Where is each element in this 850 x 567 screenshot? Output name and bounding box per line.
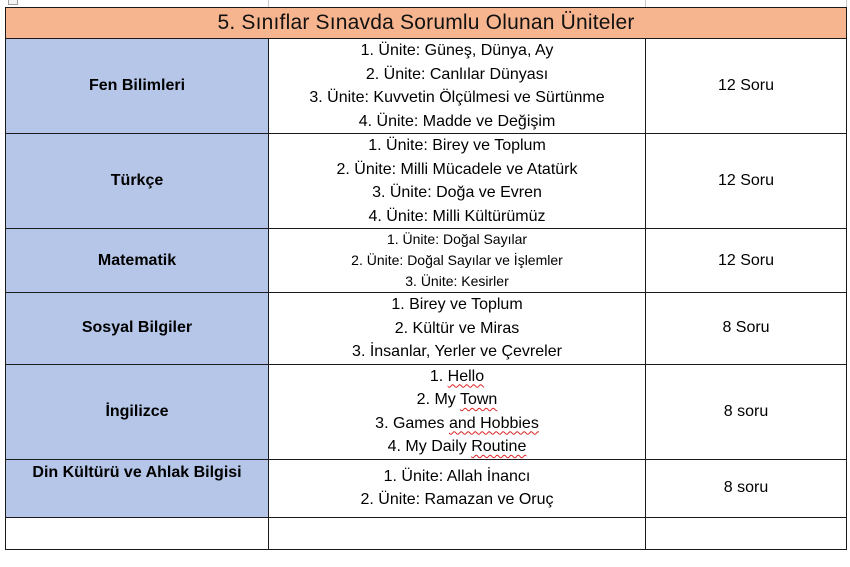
question-count-cell[interactable]: 12 Soru <box>646 39 847 134</box>
unit-line: 2. Ünite: Doğal Sayılar ve İşlemler <box>351 252 563 268</box>
units-cell[interactable] <box>269 39 646 134</box>
table-row <box>6 459 847 517</box>
units-cell[interactable] <box>269 459 646 517</box>
question-count-cell[interactable]: 8 soru <box>646 459 847 517</box>
unit-line: 4. Ünite: Milli Kültürümüz <box>368 207 546 225</box>
units-cell[interactable] <box>269 364 646 459</box>
table-row <box>6 364 847 459</box>
table-row <box>6 293 847 365</box>
unit-line: 2. Ünite: Ramazan ve Oruç <box>360 491 554 508</box>
empty-cell[interactable] <box>646 517 847 549</box>
unit-line: 1. Ünite: Güneş, Dünya, Ay <box>360 42 554 59</box>
unit-line: 4. Ünite: Madde ve Değişim <box>358 112 556 130</box>
spellcheck-underline: and Hobbies <box>448 414 539 432</box>
subject-cell[interactable]: Matematik <box>6 229 269 293</box>
unit-line: 2. My Town <box>416 391 498 408</box>
spellcheck-underline: Hello <box>447 367 485 385</box>
column-divider <box>645 0 646 7</box>
sheet-top-strip <box>0 0 850 7</box>
question-count-cell[interactable]: 8 soru <box>646 364 847 459</box>
question-count-cell[interactable]: 12 Soru <box>646 134 847 229</box>
spellcheck-underline: Routine <box>471 438 527 455</box>
table-row <box>6 134 847 229</box>
select-all-corner[interactable] <box>8 0 18 5</box>
unit-line: 3. Ünite: Doğa ve Evren <box>372 184 542 201</box>
unit-line: 1. Hello <box>429 367 485 385</box>
unit-line: 4. My Daily Routine <box>387 438 527 455</box>
unit-line: 1. Ünite: Doğal Sayılar <box>386 231 528 247</box>
exam-units-table <box>5 7 847 550</box>
subject-cell[interactable]: Sosyal Bilgiler <box>6 293 269 365</box>
units-cell[interactable] <box>269 293 646 365</box>
unit-line: 1. Birey ve Toplum <box>391 296 523 313</box>
subject-cell[interactable]: Türkçe <box>6 134 269 229</box>
title-row <box>6 8 847 39</box>
subject-cell[interactable]: Fen Bilimleri <box>6 39 269 134</box>
unit-line: 2. Kültür ve Miras <box>394 319 520 337</box>
subject-cell[interactable]: Din Kültürü ve Ahlak Bilgisi <box>6 459 269 517</box>
unit-line: 3. Ünite: Kuvvetin Ölçülmesi ve Sürtünme <box>309 89 605 106</box>
unit-line: 1. Ünite: Allah İnancı <box>383 467 531 485</box>
unit-line: 3. İnsanlar, Yerler ve Çevreler <box>352 343 562 360</box>
table-row <box>6 229 847 293</box>
unit-line: 2. Ünite: Milli Mücadele ve Atatürk <box>336 160 578 178</box>
empty-cell[interactable] <box>6 517 269 549</box>
question-count-cell[interactable]: 8 Soru <box>646 293 847 365</box>
subject-cell[interactable]: İngilizce <box>6 364 269 459</box>
table-title[interactable]: 5. Sınıflar Sınavda Sorumlu Olunan Üniteler <box>6 8 847 39</box>
unit-line: 1. Ünite: Birey ve Toplum <box>368 137 546 154</box>
unit-line: 2. Ünite: Canlılar Dünyası <box>365 65 549 83</box>
unit-line: 3. Ünite: Kesirler <box>405 273 509 289</box>
empty-cell[interactable] <box>269 517 646 549</box>
spellcheck-underline: Town <box>459 391 498 408</box>
question-count-cell[interactable]: 12 Soru <box>646 229 847 293</box>
units-cell[interactable] <box>269 134 646 229</box>
units-cell[interactable] <box>269 229 646 293</box>
unit-line: 3. Games and Hobbies <box>375 414 539 432</box>
column-divider <box>268 0 269 7</box>
empty-row <box>6 517 847 549</box>
table-row <box>6 39 847 134</box>
column-divider <box>846 0 847 7</box>
